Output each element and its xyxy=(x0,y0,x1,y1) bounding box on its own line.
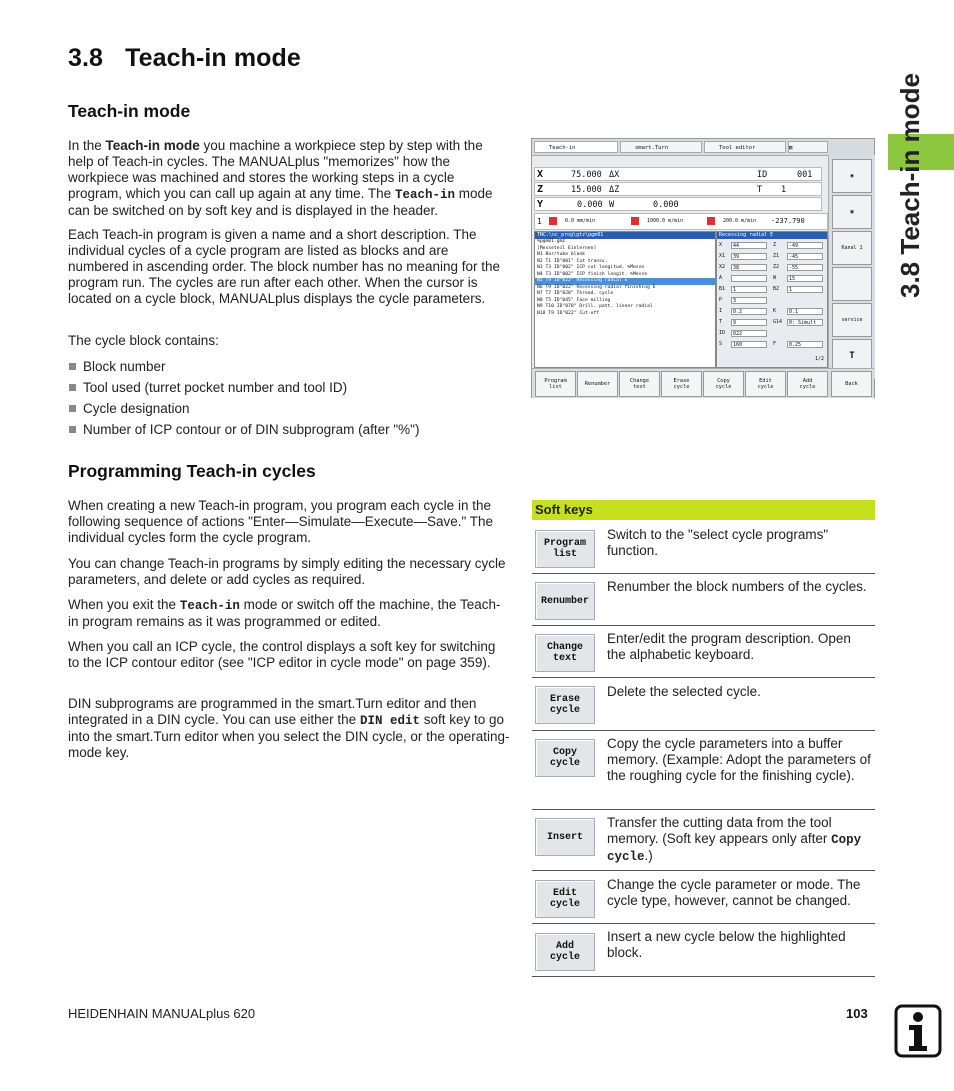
param-label: S xyxy=(719,341,723,347)
stop-icon xyxy=(631,217,639,225)
param-label: F xyxy=(773,341,777,347)
info-icon xyxy=(894,1004,942,1058)
tab-save-icon[interactable]: ▧ xyxy=(788,141,828,153)
paragraph-cycle-block: The cycle block contains: xyxy=(68,333,219,348)
softkey-description: Renumber the block numbers of the cycles. xyxy=(607,579,867,594)
param-label: W xyxy=(773,275,777,281)
status-value: 1 xyxy=(537,217,542,226)
paragraph-changing: You can change Teach-in programs by simply editing the necessary cycle parameters, and delete or add cycles as required. xyxy=(68,556,506,587)
softkey-erase-cycle-button[interactable]: Erase cycle xyxy=(535,686,595,724)
softkey-row xyxy=(532,731,875,810)
param-label: X1 xyxy=(719,253,726,259)
param-field[interactable]: 1 xyxy=(731,286,767,293)
softkey-description: Enter/edit the program description. Open the alphabetic keyboard. xyxy=(607,631,851,662)
param-field[interactable]: -49 xyxy=(787,242,823,249)
softkey-row xyxy=(532,521,875,574)
softkey-row xyxy=(532,678,875,731)
program-line[interactable]: N9 T10 ID"070" Drill. patt. linear radial xyxy=(537,304,653,309)
text-run: mode or switch off the machine, the Teach-in program remains as it was programmed or edited. xyxy=(68,597,501,629)
program-line[interactable]: N5 T9 ID"022" Recessing radial E xyxy=(535,278,715,285)
param-label: X2 xyxy=(719,264,726,270)
tab-tool-editor[interactable]: Tool editor xyxy=(704,141,786,153)
param-label: Z2 xyxy=(773,264,780,270)
param-field[interactable]: 3 xyxy=(731,297,767,304)
text-run: When you exit the xyxy=(68,597,180,612)
bullet-icon xyxy=(69,363,76,370)
paragraph-exit xyxy=(68,597,510,630)
softkey-description: Switch to the "select cycle programs" function. xyxy=(607,527,829,558)
paragraph-icp: When you call an ICP cycle, the control displays a soft key for switching to the ICP contour editor (see "ICP editor in cycle mode" on page 359). xyxy=(68,639,496,670)
param-field[interactable]: 39 xyxy=(731,253,767,260)
program-line[interactable]: N8 T5 ID"045" Face milling xyxy=(537,297,611,303)
softkey-description: Change the cycle parameter or mode. The cycle type, however, cannot be changed. xyxy=(607,877,861,908)
axis-row-z xyxy=(534,182,822,196)
tab-teach-in[interactable]: Teach-in xyxy=(534,141,618,153)
paragraph-intro xyxy=(68,138,510,219)
vertical-softkey-bar xyxy=(828,155,875,379)
program-line[interactable]: N6 T9 ID"022" Recessing radial finishing E xyxy=(537,284,656,290)
program-line[interactable]: %pgm01.gmz xyxy=(537,239,566,244)
cycle-parameter-panel xyxy=(716,231,828,368)
param-label: A xyxy=(719,275,723,281)
list-item-text: Block number xyxy=(83,359,166,374)
param-field[interactable]: 15 xyxy=(787,275,823,282)
program-line[interactable]: [Messeteil Einlernen] xyxy=(537,245,597,251)
stop-icon xyxy=(707,217,715,225)
text-run-code: DIN edit xyxy=(359,714,420,728)
param-field[interactable]: -45 xyxy=(787,253,823,260)
section-heading-programming: Programming Teach-in cycles xyxy=(68,461,316,481)
list-item-text: Number of ICP contour or of DIN subprogram (after "%") xyxy=(83,422,420,437)
horizontal-softkey-bar xyxy=(532,368,874,398)
param-label: Z1 xyxy=(773,253,780,259)
text-run: soft key to go into the smart.Turn editor when you select the DIN cycle, or the operating-mode key. xyxy=(68,712,510,760)
param-field[interactable]: 0.25 xyxy=(787,341,823,348)
softkey-change-text-button[interactable]: Change text xyxy=(535,634,595,672)
program-line[interactable]: N10 T9 ID"022" Cut-off xyxy=(537,310,600,316)
param-field[interactable]: 1 xyxy=(787,286,823,293)
param-field[interactable]: 022 xyxy=(731,330,767,337)
status-value: 0.0 mm/min xyxy=(565,218,596,224)
softkey-back[interactable]: Back xyxy=(831,371,872,397)
side-tab-title xyxy=(895,50,939,300)
cycle-title: Recessing radial E xyxy=(717,232,827,239)
status-value: -237.790 xyxy=(771,217,805,225)
param-label: I xyxy=(719,308,723,314)
bullet-icon xyxy=(69,405,76,412)
paragraph-din xyxy=(68,696,510,761)
param-field[interactable] xyxy=(731,275,767,282)
list-item xyxy=(68,401,419,422)
softkey-row xyxy=(532,626,875,678)
program-list-panel xyxy=(534,231,716,368)
softkey-description: Insert a new cycle below the highlighted block. xyxy=(607,929,846,960)
bullet-list xyxy=(68,359,419,443)
param-field[interactable]: 0.1 xyxy=(787,308,823,315)
page-indicator: 1/2 xyxy=(815,356,825,362)
text-run: mode can be switched on by soft key and is displayed in the header. xyxy=(68,186,493,218)
axis-row-y xyxy=(534,197,822,211)
axis-delta-label: ΔX xyxy=(609,170,620,180)
text-run-code: Copy cycle xyxy=(607,833,862,864)
bullet-icon xyxy=(69,384,76,391)
text-run: .) xyxy=(644,848,653,863)
text-run-code: Teach-in xyxy=(394,188,455,202)
param-field[interactable]: 160 xyxy=(731,341,767,348)
softkey-insert-button[interactable]: Insert xyxy=(535,818,595,856)
text-run-code: Teach-in xyxy=(179,599,240,613)
softkey-tool-table[interactable]: T xyxy=(832,339,872,373)
tool-id-value: 001 xyxy=(797,170,813,180)
softkey-description: Copy the cycle parameters into a buffer memory. (Example: Adopt the parameters of the roughing cycle for the finishing cycle). xyxy=(607,736,871,783)
program-line[interactable]: N7 T7 ID"028" Thread. cycle xyxy=(537,291,614,296)
program-line[interactable]: N3 T3 ID"002" ICP cut longitud. %Messe xyxy=(537,265,645,270)
param-label: G14 xyxy=(773,319,783,325)
softkey-renumber[interactable]: Renumber xyxy=(577,371,618,397)
tool-t-label: T xyxy=(757,185,763,195)
softkey-row xyxy=(532,810,875,871)
softkey-channel[interactable]: Kanal 1 xyxy=(832,231,872,265)
list-item xyxy=(68,422,419,443)
softkey-row xyxy=(532,574,875,626)
axis-w-value: 0.000 xyxy=(653,200,679,210)
softkey-description: Delete the selected cycle. xyxy=(607,684,761,699)
program-line[interactable]: N1 Bar/tube blank xyxy=(537,252,585,257)
axis-value: 75.000 xyxy=(571,170,602,180)
softkey-service[interactable]: service xyxy=(832,303,872,337)
param-field[interactable]: 38 xyxy=(731,264,767,271)
tool-t-value: 1 xyxy=(781,185,787,195)
param-field[interactable]: 0: Simult xyxy=(787,319,823,326)
side-tab-text: 3.8 Teach-in mode xyxy=(895,73,925,298)
status-value: 1000.0 m/min xyxy=(647,218,684,224)
param-label: ID xyxy=(719,330,726,336)
softkey-edit-cycle-button[interactable]: Edit cycle xyxy=(535,880,595,918)
program-line[interactable]: N4 T3 ID"002" ICP finish longit. %Messe xyxy=(537,271,648,277)
softkey-change-text[interactable]: Change text xyxy=(619,371,660,397)
softkey-program-list[interactable]: Program list xyxy=(535,371,576,397)
param-label: P xyxy=(719,297,723,303)
softkey-row xyxy=(532,924,875,977)
softkey-add-cycle[interactable]: Add cycle xyxy=(787,371,828,397)
axis-label: X xyxy=(537,169,544,180)
control-screenshot xyxy=(531,138,875,398)
softkey-description xyxy=(607,815,873,865)
text-run: you machine a workpiece step by step with the help of Teach-in cycles. The MANUALplus "memorizes" how the workpiece was machined and stores the working steps in a cycle program, which you can call up again at any time. The xyxy=(68,138,483,201)
list-item xyxy=(68,359,419,380)
softkey-program-list-button[interactable]: Program list xyxy=(535,530,595,568)
paragraph-description: Each Teach-in program is given a name and a short description. The individual cycles of a cycle program are listed as blocks and are numbered in ascending order. The block number has no meaning for the program run. The cycles are run after each other. When the cursor is located on a cycle block, MANUALplus displays the cycle parameters. xyxy=(68,227,501,306)
text-run: Transfer the cutting data from the tool memory. (Soft key appears only after xyxy=(607,815,832,846)
axis-row-x xyxy=(534,167,822,181)
chapter-title-text: Teach-in mode xyxy=(125,44,301,72)
status-value: 200.0 m/min xyxy=(723,218,757,224)
param-field[interactable]: 9 xyxy=(731,319,767,326)
softkey-blank[interactable] xyxy=(832,267,872,301)
axis-w-label: W xyxy=(609,200,615,210)
tab-smart-turn[interactable]: smart.Turn xyxy=(620,141,702,153)
softkey-copy-cycle[interactable]: Copy cycle xyxy=(703,371,744,397)
list-item-text: Cycle designation xyxy=(83,401,190,416)
text-run: In the xyxy=(68,138,106,153)
param-field[interactable]: 44 xyxy=(731,242,767,249)
footer-text: HEIDENHAIN MANUALplus 620 xyxy=(68,1006,256,1021)
mode-tab-bar xyxy=(532,139,874,156)
text-run-bold: Teach-in mode xyxy=(105,138,200,153)
program-line[interactable]: N2 T1 ID"001" Cut transv. xyxy=(537,258,608,264)
softkey-renumber-button[interactable]: Renumber xyxy=(535,582,595,620)
axis-label: Z xyxy=(537,184,544,195)
param-label: K xyxy=(773,308,777,314)
param-label: T xyxy=(719,319,723,325)
softkey-add-cycle-button[interactable]: Add cycle xyxy=(535,933,595,971)
tool-id-label: ID xyxy=(757,170,768,180)
softkey-copy-cycle-button[interactable]: Copy cycle xyxy=(535,739,595,777)
axis-label: Y xyxy=(537,199,544,210)
page-number: 103 xyxy=(846,1006,868,1021)
axis-delta-label: ΔZ xyxy=(609,185,620,195)
stop-icon xyxy=(549,217,557,225)
list-item-text: Tool used (turret pocket number and tool ID) xyxy=(83,380,348,395)
param-label: B1 xyxy=(719,286,726,292)
section-heading-teach-in: Teach-in mode xyxy=(68,101,191,121)
bullet-icon xyxy=(69,426,76,433)
axis-value: 15.000 xyxy=(571,185,602,195)
program-path: TNC:\nc_prog\gtz\pgm01 xyxy=(535,232,715,239)
program-lines xyxy=(535,239,715,317)
text-run: DIN subprograms are programmed in the smart.Turn editor and then integrated in a DIN cycle. You can use either the xyxy=(68,696,477,727)
param-field[interactable]: 0.2 xyxy=(731,308,767,315)
softkey-tool-icon[interactable]: ▩ xyxy=(832,195,872,229)
softkey-edit-cycle[interactable]: Edit cycle xyxy=(745,371,786,397)
axis-value: 0.000 xyxy=(577,200,603,210)
status-row xyxy=(534,213,828,230)
paragraph-creating: When creating a new Teach-in program, you program each cycle in the following sequence of actions "Enter—Simulate—Execute—Save." The individual cycles form the cycle program. xyxy=(68,498,494,545)
param-label: B2 xyxy=(773,286,780,292)
softkeys-table-header: Soft keys xyxy=(532,500,875,520)
softkey-erase-cycle[interactable]: Erase cycle xyxy=(661,371,702,397)
param-label: X xyxy=(719,242,723,248)
chapter-title xyxy=(68,44,301,73)
softkey-machine-icon[interactable]: ▣ xyxy=(832,159,872,193)
chapter-number: 3.8 xyxy=(68,44,104,72)
list-item xyxy=(68,380,419,401)
param-label: Z xyxy=(773,242,777,248)
softkey-row xyxy=(532,871,875,924)
param-field[interactable]: -55 xyxy=(787,264,823,271)
